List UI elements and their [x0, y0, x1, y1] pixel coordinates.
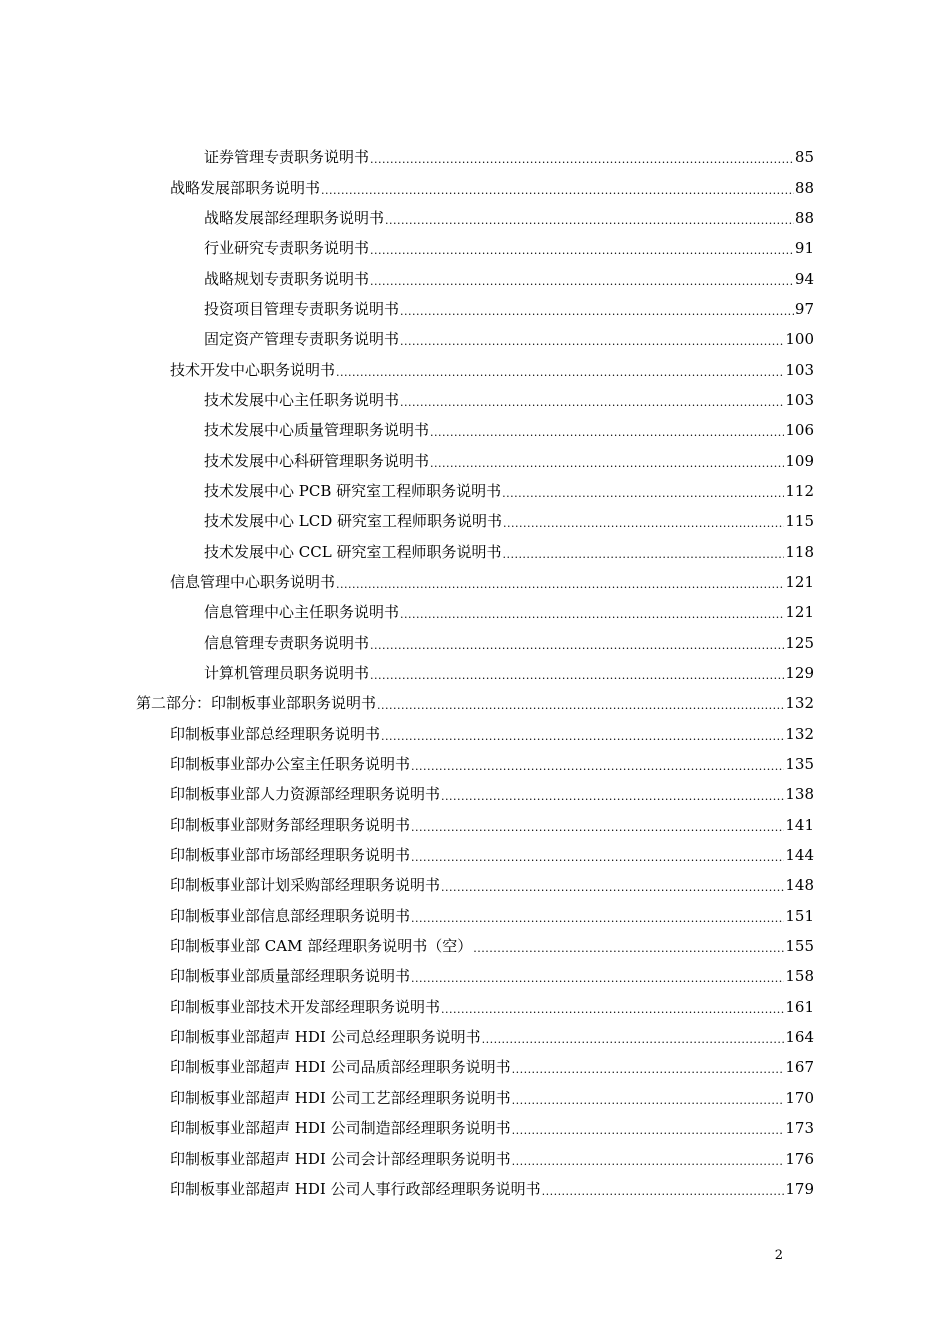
toc-dot-leader: [400, 388, 784, 418]
toc-entry-title: 技术发展中心 PCB 研究室工程师职务说明书: [204, 481, 502, 500]
toc-entry-title: 印制板事业部超声 HDI 公司制造部经理职务说明书: [170, 1119, 511, 1138]
toc-dot-leader: [502, 540, 784, 570]
toc-dot-leader: [377, 691, 784, 721]
toc-entry-page: 167: [785, 1058, 814, 1077]
toc-dot-leader: [512, 1086, 785, 1116]
toc-entry-page: 88: [794, 178, 814, 197]
toc-entry[interactable]: [0, 1143, 950, 1173]
toc-dot-leader: [321, 176, 794, 206]
toc-entry-title: 技术发展中心主任职务说明书: [204, 390, 400, 409]
toc-entry-page: 103: [785, 390, 814, 409]
toc-dot-leader: [370, 236, 794, 266]
toc-entry-page: 106: [785, 421, 814, 440]
toc-entry[interactable]: [0, 1174, 950, 1204]
toc-entry-title: 信息管理专责职务说明书: [204, 633, 370, 652]
toc-dot-leader: [400, 327, 784, 357]
toc-dot-leader: [512, 1147, 785, 1177]
toc-dot-leader: [370, 145, 794, 175]
toc-dot-leader: [370, 631, 784, 661]
toc-dot-leader: [411, 964, 784, 994]
toc-entry[interactable]: [0, 445, 950, 475]
table-of-contents: [0, 142, 950, 1204]
toc-entry-title: 信息管理中心主任职务说明书: [204, 603, 400, 622]
toc-entry-page: 125: [785, 633, 814, 652]
toc-dot-leader: [441, 782, 784, 812]
toc-entry[interactable]: [0, 870, 950, 900]
toc-entry-page: 103: [785, 360, 814, 379]
toc-entry[interactable]: [0, 567, 950, 597]
toc-entry-title: 技术发展中心 CCL 研究室工程师职务说明书: [204, 542, 502, 561]
toc-dot-leader: [400, 600, 784, 630]
toc-entry-title: 第二部分：印制板事业部职务说明书: [136, 694, 377, 713]
toc-entry-title: 行业研究专责职务说明书: [204, 239, 370, 258]
toc-dot-leader: [512, 1116, 785, 1146]
toc-entry-title: 印制板事业部超声 HDI 公司人事行政部经理职务说明书: [170, 1179, 541, 1198]
toc-entry-page: 132: [785, 694, 814, 713]
toc-entry[interactable]: [0, 779, 950, 809]
toc-entry-page: 94: [794, 269, 814, 288]
toc-entry-title: 印制板事业部总经理职务说明书: [170, 724, 381, 743]
toc-entry[interactable]: [0, 719, 950, 749]
toc-dot-leader: [441, 995, 784, 1025]
toc-dot-leader: [411, 904, 784, 934]
toc-entry-title: 技术开发中心职务说明书: [170, 360, 336, 379]
toc-entry[interactable]: [0, 324, 950, 354]
toc-entry[interactable]: [0, 354, 950, 384]
toc-entry-page: 176: [785, 1149, 814, 1168]
toc-entry[interactable]: [0, 901, 950, 931]
toc-entry[interactable]: [0, 142, 950, 172]
toc-entry-page: 121: [785, 572, 814, 591]
toc-entry-page: 151: [785, 906, 814, 925]
toc-entry[interactable]: [0, 1022, 950, 1052]
toc-dot-leader: [381, 722, 784, 752]
toc-entry-title: 印制板事业部财务部经理职务说明书: [170, 815, 411, 834]
toc-entry-title: 战略规划专责职务说明书: [204, 269, 370, 288]
toc-entry-page: 179: [785, 1179, 814, 1198]
toc-entry-page: 161: [785, 997, 814, 1016]
toc-entry-title: 印制板事业部超声 HDI 公司品质部经理职务说明书: [170, 1058, 511, 1077]
toc-dot-leader: [400, 297, 794, 327]
toc-entry-title: 印制板事业部质量部经理职务说明书: [170, 967, 411, 986]
toc-dot-leader: [430, 418, 784, 448]
toc-dot-leader: [512, 1055, 785, 1085]
toc-entry[interactable]: [0, 810, 950, 840]
toc-entry-title: 证券管理专责职务说明书: [204, 148, 370, 167]
toc-entry[interactable]: [0, 1083, 950, 1113]
toc-entry[interactable]: [0, 992, 950, 1022]
toc-dot-leader: [370, 661, 784, 691]
toc-entry-title: 印制板事业部计划采购部经理职务说明书: [170, 876, 441, 895]
toc-dot-leader: [336, 358, 784, 388]
toc-dot-leader: [473, 934, 784, 964]
toc-dot-leader: [385, 206, 794, 236]
toc-entry-page: 85: [794, 148, 814, 167]
toc-entry[interactable]: [0, 931, 950, 961]
toc-entry-page: 118: [785, 542, 814, 561]
toc-entry-page: 164: [785, 1028, 814, 1047]
toc-entry-page: 91: [794, 239, 814, 258]
toc-entry-page: 100: [785, 330, 814, 349]
toc-entry-title: 技术发展中心 LCD 研究室工程师职务说明书: [204, 512, 503, 531]
page-number: 2: [774, 1248, 783, 1263]
toc-entry[interactable]: [0, 536, 950, 566]
toc-entry[interactable]: [0, 840, 950, 870]
toc-entry-title: 印制板事业部技术开发部经理职务说明书: [170, 997, 441, 1016]
toc-entry-page: 97: [794, 299, 814, 318]
toc-entry[interactable]: [0, 203, 950, 233]
toc-entry-title: 投资项目管理专责职务说明书: [204, 299, 400, 318]
toc-entry-page: 112: [785, 481, 814, 500]
toc-entry-page: 129: [785, 664, 814, 683]
toc-entry[interactable]: [0, 385, 950, 415]
toc-dot-leader: [411, 752, 784, 782]
toc-entry-title: 印制板事业部办公室主任职务说明书: [170, 755, 411, 774]
toc-dot-leader: [441, 873, 784, 903]
toc-entry-title: 印制板事业部超声 HDI 公司会计部经理职务说明书: [170, 1149, 511, 1168]
toc-entry-title: 印制板事业部 CAM 部经理职务说明书（空）: [170, 937, 473, 956]
toc-entry-page: 109: [785, 451, 814, 470]
toc-entry[interactable]: [0, 628, 950, 658]
toc-entry-page: 115: [785, 512, 814, 531]
toc-entry-page: 88: [794, 208, 814, 227]
toc-entry[interactable]: [0, 476, 950, 506]
toc-entry-page: 141: [785, 815, 814, 834]
toc-entry[interactable]: [0, 597, 950, 627]
toc-entry-title: 固定资产管理专责职务说明书: [204, 330, 400, 349]
toc-dot-leader: [502, 479, 784, 509]
toc-entry-title: 印制板事业部人力资源部经理职务说明书: [170, 785, 441, 804]
toc-entry[interactable]: [0, 233, 950, 263]
toc-dot-leader: [542, 1177, 785, 1207]
toc-entry-title: 技术发展中心质量管理职务说明书: [204, 421, 430, 440]
toc-entry-page: 144: [785, 846, 814, 865]
toc-entry-page: 148: [785, 876, 814, 895]
toc-entry-title: 信息管理中心职务说明书: [170, 572, 336, 591]
toc-entry-page: 135: [785, 755, 814, 774]
toc-dot-leader: [430, 449, 784, 479]
toc-entry-title: 计算机管理员职务说明书: [204, 664, 370, 683]
toc-entry-title: 印制板事业部信息部经理职务说明书: [170, 906, 411, 925]
toc-entry-page: 138: [785, 785, 814, 804]
toc-entry-page: 155: [785, 937, 814, 956]
toc-dot-leader: [411, 813, 784, 843]
toc-dot-leader: [503, 509, 784, 539]
toc-entry[interactable]: [0, 263, 950, 293]
toc-entry[interactable]: [0, 1052, 950, 1082]
toc-dot-leader: [411, 843, 784, 873]
toc-entry-title: 印制板事业部超声 HDI 公司总经理职务说明书: [170, 1028, 481, 1047]
toc-entry-title: 战略发展部经理职务说明书: [204, 208, 385, 227]
toc-entry[interactable]: [0, 961, 950, 991]
toc-entry-title: 战略发展部职务说明书: [170, 178, 321, 197]
toc-entry-page: 158: [785, 967, 814, 986]
toc-entry-page: 132: [785, 724, 814, 743]
toc-entry[interactable]: [0, 415, 950, 445]
toc-dot-leader: [370, 267, 794, 297]
toc-entry[interactable]: [0, 658, 950, 688]
toc-entry[interactable]: [0, 294, 950, 324]
toc-entry[interactable]: [0, 506, 950, 536]
toc-entry-page: 173: [785, 1119, 814, 1138]
toc-entry-title: 技术发展中心科研管理职务说明书: [204, 451, 430, 470]
toc-entry-page: 121: [785, 603, 814, 622]
toc-dot-leader: [482, 1025, 785, 1055]
toc-entry-title: 印制板事业部超声 HDI 公司工艺部经理职务说明书: [170, 1088, 511, 1107]
toc-entry[interactable]: [0, 172, 950, 202]
toc-dot-leader: [336, 570, 784, 600]
toc-entry-page: 170: [785, 1088, 814, 1107]
toc-entry-title: 印制板事业部市场部经理职务说明书: [170, 846, 411, 865]
toc-entry[interactable]: [0, 1113, 950, 1143]
toc-entry[interactable]: [0, 688, 950, 718]
toc-entry[interactable]: [0, 749, 950, 779]
